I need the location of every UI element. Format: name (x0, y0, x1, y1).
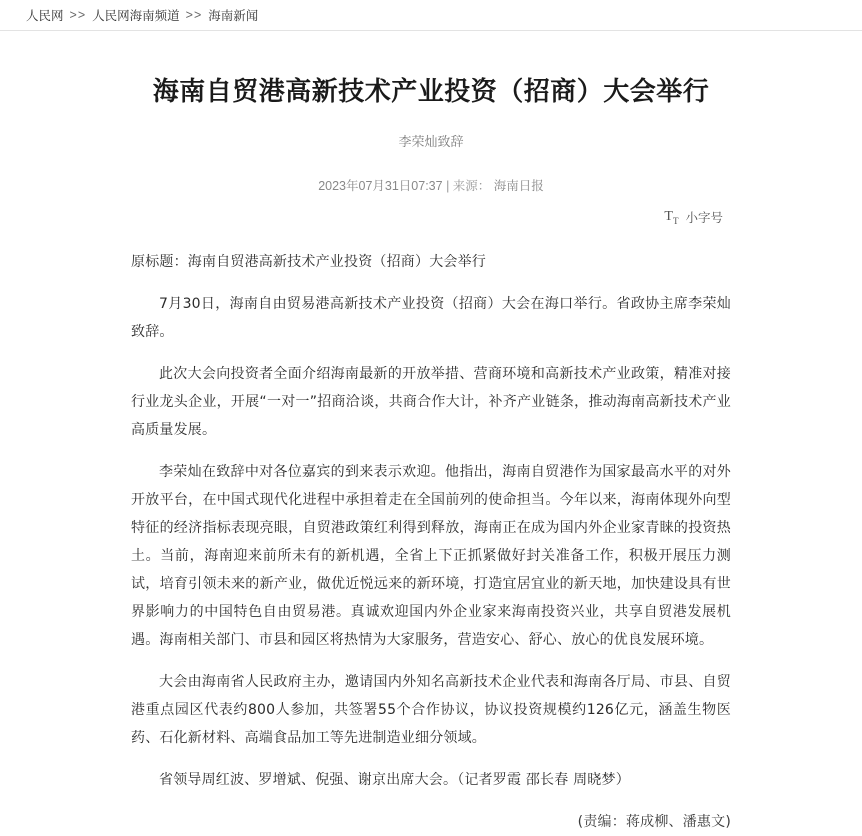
article-paragraph: 省领导周红波、罗增斌、倪强、谢京出席大会。（记者罗霞 邵长春 周晓梦） (159, 771, 630, 788)
editor-note: (责编：蒋成柳、潘惠文) (577, 813, 731, 830)
original-title: 原标题：海南自贸港高新技术产业投资（招商）大会举行 (131, 253, 486, 270)
font-size-control[interactable] (131, 208, 731, 226)
publish-date: 2023年07月31日07:37 (318, 178, 443, 193)
breadcrumb-separator: >> (185, 8, 203, 22)
source-name: 海南日报 (493, 178, 544, 193)
article-subtitle: 李荣灿致辞 (398, 133, 464, 149)
article-paragraph: 此次大会向投资者全面介绍海南最新的开放举措、营商环境和高新技术产业政策，精准对接行业龙头企业，开展“一对一”招商洽谈，共商合作大计，补齐产业链条，推动海南高新技术产业高质量发展。 (131, 365, 731, 438)
breadcrumb-item-0[interactable]: 人民网 (26, 9, 64, 23)
page-title: 海南自贸港高新技术产业投资（招商）大会举行 (152, 77, 710, 108)
article-paragraph: 大会由海南省人民政府主办，邀请国内外知名高新技术企业代表和海南各厅局、市县、自贸港重点园区代表约800人参加，共签署55个合作协议，协议投资规模约126亿元，涵盖生物医药、石化新材料、高端食品加工等先进制造业细分领域。 (131, 673, 731, 746)
source-label: | 来源： (446, 178, 491, 193)
breadcrumb-item-1[interactable]: 人民网海南频道 (92, 9, 180, 23)
article-paragraph: 7月30日，海南自由贸易港高新技术产业投资（招商）大会在海口举行。省政协主席李荣灿致辞。 (131, 295, 731, 340)
breadcrumb (0, 0, 862, 31)
font-size-icon: $T_T$ (664, 209, 679, 227)
article-meta (131, 176, 731, 194)
article-container (131, 31, 731, 836)
article-paragraph: 李荣灿在致辞中对各位嘉宾的到来表示欢迎。他指出，海南自贸港作为国家最高水平的对外开放平台，在中国式现代化进程中承担着走在全国前列的使命担当。今年以来，海南体现外向型特征的经济指标表现亮眼，自贸港政策红利得到释放，海南正在成为国内外企业家青睐的投资热土。当前，海南迎来前所未有的新机遇，全省上下正抓紧做好封关准备工作，积极开展压力测试，培育引领未来的新产业，做优近悦远来的新环境，打造宜居宜业的新天地，加快建设具有世界影响力的中国特色自由贸易港。真诚欢迎国内外企业家来海南投资兴业，共享自贸港发展机遇。海南相关部门、市县和园区将热情为大家服务，营造安心、舒心、放心的优良发展环境。 (131, 463, 731, 648)
breadcrumb-separator: >> (69, 8, 87, 22)
article-body (131, 248, 731, 836)
font-size-label[interactable]: 小字号 (685, 210, 723, 225)
breadcrumb-item-2[interactable]: 海南新闻 (208, 9, 259, 23)
